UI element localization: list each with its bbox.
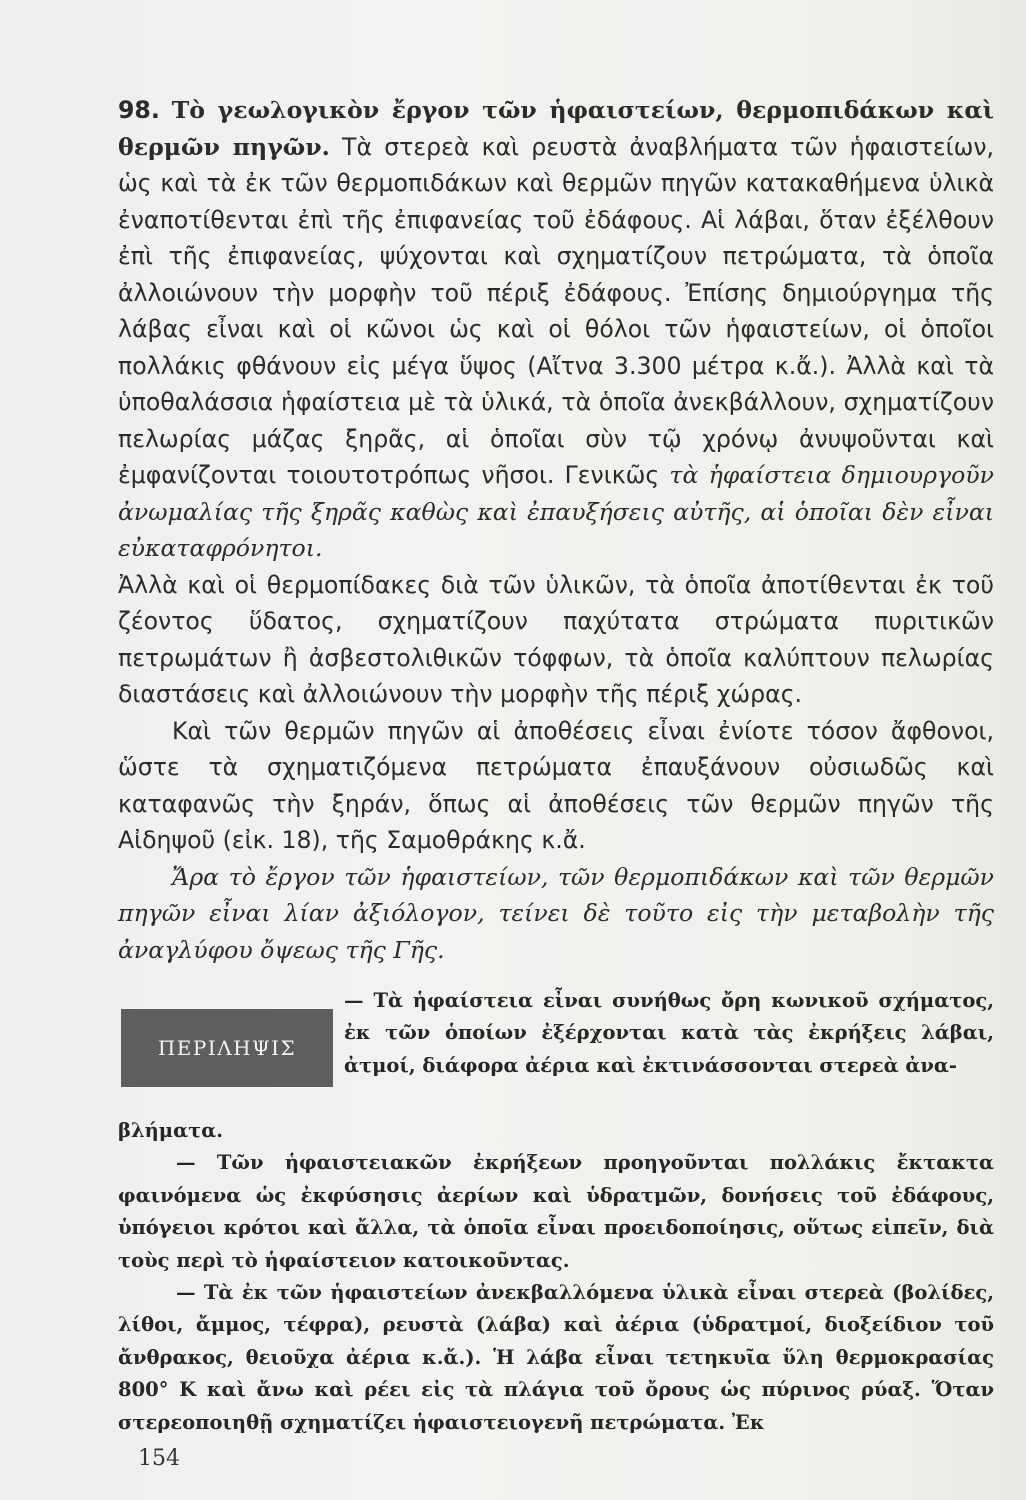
- paragraph-4-conclusion: Ἄρα τὸ ἔργον τῶν ἡφαιστείων, τῶν θερμοπιδάκων καὶ τῶν θερμῶν πηγῶν εἶναι λίαν ἀξιόλογον, τείνει δὲ τοῦτο εἰς τὴν μεταβολὴν τῆς ἀναγλύφου ὄψεως τῆς Γῆς.: [118, 862, 994, 964]
- summary-badge: ΠΕΡΙΛΗΨΙΣ: [121, 1009, 333, 1087]
- paragraph-1: [118, 92, 994, 567]
- section-number: 98.: [118, 96, 160, 124]
- section-98: [118, 92, 994, 968]
- section-title: Τὸ γεωλογικὸν ἔργον τῶν ἡφαιστείων, θερμοπιδάκων καὶ θερμῶν πηγῶν.: [118, 96, 994, 161]
- summary-item-1-tail: βλήματα.: [118, 1119, 223, 1142]
- summary-section: [118, 985, 994, 1439]
- summary-header: [118, 985, 994, 1115]
- summary-item-2: — Τῶν ἡφαιστειακῶν ἐκρήξεων προηγοῦνται πολλάκις ἔκτακτα φαινόμενα ὡς ἐκφύσησις ἀερίων καὶ ὑδρατμῶν, δονήσεις τοῦ ἐδάφους, ὑπόγειοι κρότοι καὶ ἄλλα, τὰ ὁποῖα εἶναι προειδοποίησις, οὕτως εἰπεῖν, διὰ τοὺς περὶ τὸ ἡφαίστειον κατοικοῦντας.: [118, 1151, 994, 1272]
- paragraph-2: Ἀλλὰ καὶ οἱ θερμοπίδακες διὰ τῶν ὑλικῶν, τὰ ὁποῖα ἀποτίθενται ἐκ τοῦ ζέοντος ὕδατος, σχηματίζουν παχύτατα στρώματα πυριτικῶν πετρωμάτων ἢ ἀσβεστολιθικῶν τόφφων, τὰ ὁποῖα καλύπτουν πελωρίας διαστάσεις καὶ ἀλλοιώνουν τὴν μορφὴν τῆς πέριξ χώρας.: [118, 570, 994, 708]
- page-number: 154: [138, 1446, 180, 1471]
- paragraph-1-italic: τὰ ἡφαίστεια δημιουργοῦν ἀνωμαλίας τῆς ξηρᾶς καθὼς καὶ ἐπαυξήσεις αὐτῆς, αἱ ὁποῖαι δὲν εἶναι εὐκαταφρόνητοι.: [118, 461, 994, 562]
- summary-item-3: — Τὰ ἐκ τῶν ἡφαιστείων ἀνεκβαλλόμενα ὑλικὰ εἶναι στερεὰ (βολίδες, λίθοι, ἄμμος, τέφρα), ρευστὰ (λάβα) καὶ ἀέρια (ὑδρατμοί, διοξείδιον τοῦ ἄνθρακος, θειοῦχα ἀέρια κ.ἄ.). Ἡ λάβα εἶναι τετηκυῖα ὕλη θερμοκρασίας 800° K καὶ ἄνω καὶ ρέει εἰς τὰ πλάγια τοῦ ὄρους ὡς πύρινος ρύαξ. Ὅταν στερεοποιηθῇ σχηματίζει ἡφαιστειογενῆ πετρώματα. Ἐκ: [118, 1281, 994, 1434]
- summary-item-1-head: — Τὰ ἡφαίστεια εἶναι συνήθως ὄρη κωνικοῦ σχήματος, ἐκ τῶν ὁποίων ἐξέρχονται κατὰ τὰς ἐκρήξεις λάβαι, ἀτμοί, διάφορα ἀέρια καὶ ἐκτινάσσονται στερεὰ ἀνα-: [344, 989, 994, 1077]
- paragraph-3: Καὶ τῶν θερμῶν πηγῶν αἱ ἀποθέσεις εἶναι ἐνίοτε τόσον ἄφθονοι, ὥστε τὰ σχηματιζόμενα πετρώματα ἐπαυξάνουν οὐσιωδῶς καὶ καταφανῶς τὴν ξηράν, ὅπως αἱ ἀποθέσεις τῶν θερμῶν πηγῶν τῆς Αἰδηψοῦ (εἰκ. 18), τῆς Σαμοθράκης κ.ἄ.: [118, 716, 994, 854]
- paragraph-1-text: Τὰ στερεὰ καὶ ρευστὰ ἀναβλήματα τῶν ἡφαιστείων, ὡς καὶ τὰ ἐκ τῶν θερμοπιδάκων καὶ θερμῶν πηγῶν κατακαθήμενα ὑλικὰ ἐναποτίθενται ἐπὶ τῆς ἐπιφανείας τοῦ ἐδάφους. Αἱ λάβαι, ὅταν ἐξέλθουν ἐπὶ τῆς ἐπιφανείας, ψύχονται καὶ σχηματίζουν πετρώματα, τὰ ὁποῖα ἀλλοιώνουν τὴν μορφὴν τοῦ πέριξ ἐδάφους. Ἐπίσης δημιούργημα τῆς λάβας εἶναι καὶ οἱ κῶνοι ὡς καὶ οἱ θόλοι τῶν ἡφαιστείων, οἱ ὁποῖοι πολλάκις φθάνουν εἰς μέγα ὕψος (Αἴτνα 3.300 μέτρα κ.ἄ.). Ἀλλὰ καὶ τὰ ὑποθαλάσσια ἡφαίστεια μὲ τὰ ὑλικά, τὰ ὁποῖα ἀνεκβάλλουν, σχηματίζουν πελωρίας μάζας ξηρᾶς, αἱ ὁποῖαι σὺν τῷ χρόνῳ ἀνυψοῦνται καὶ ἐμφανίζονται τοιουτοτρόπως νῆσοι. Γενικῶς: [118, 132, 995, 489]
